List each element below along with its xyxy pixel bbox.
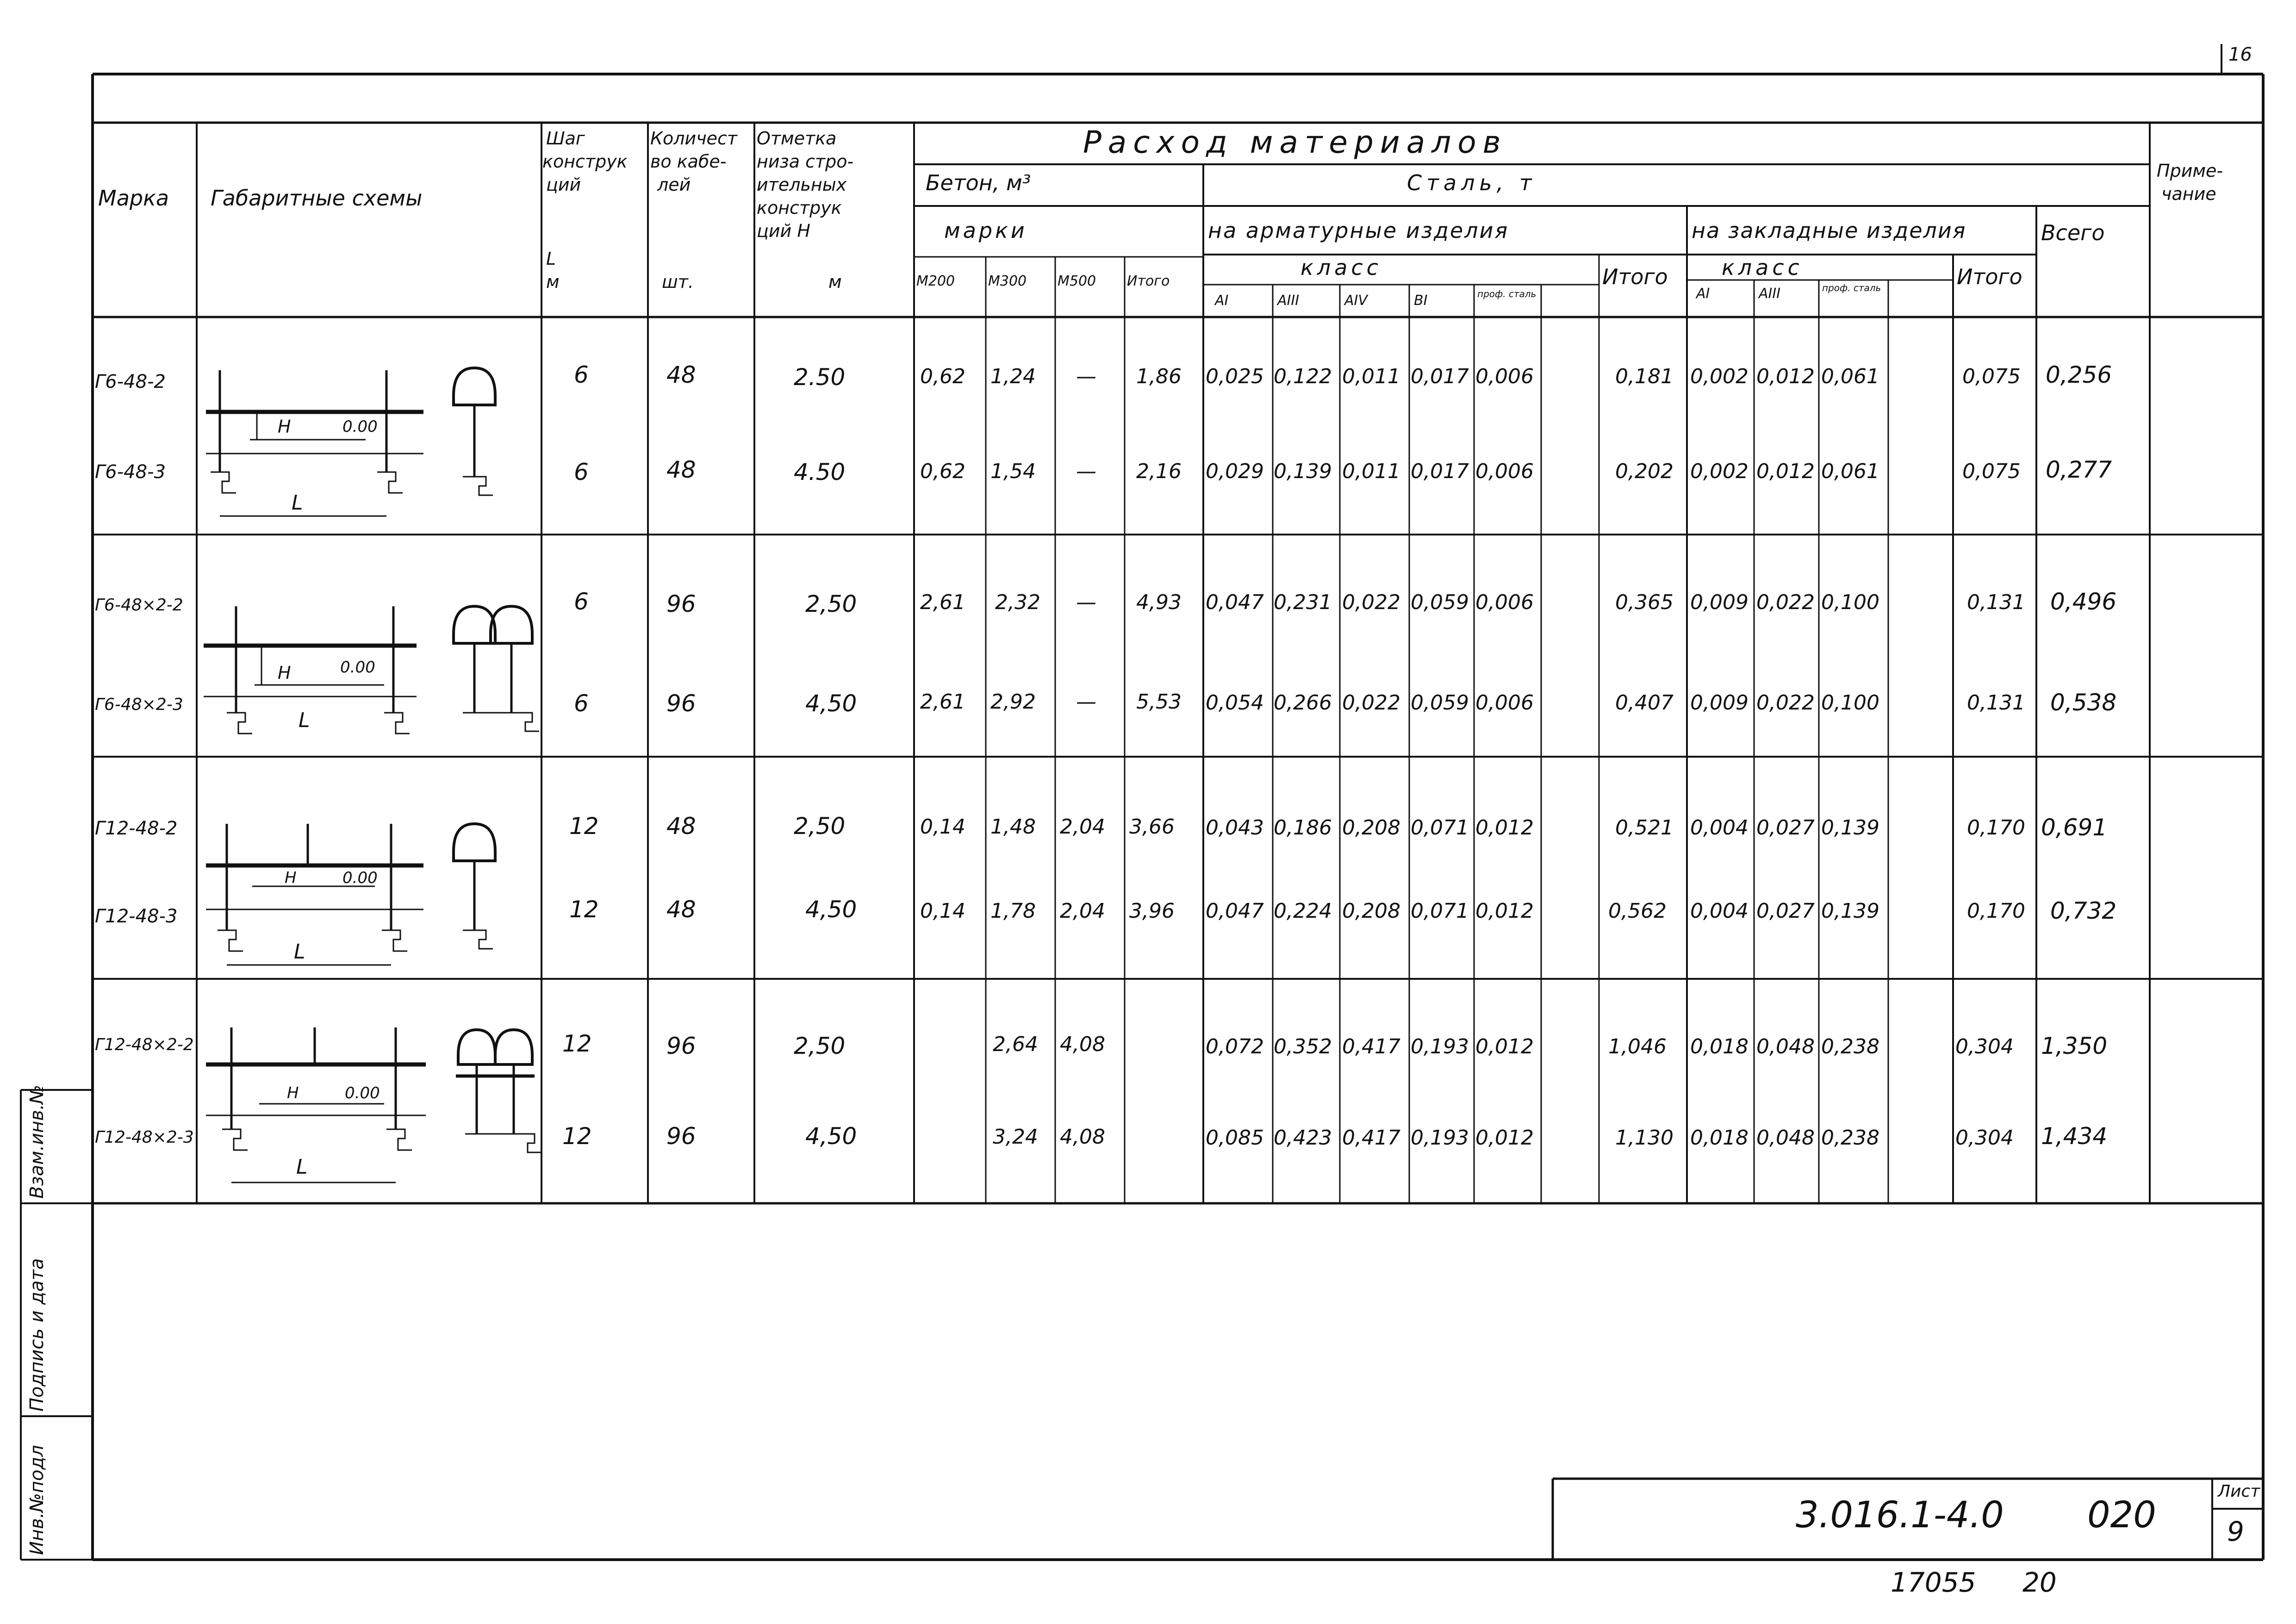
row-arm-a3: 0,266 <box>1274 691 1332 715</box>
col-shag-line4: L <box>546 249 556 269</box>
row-shag: 6 <box>574 459 589 485</box>
scheme2-l-label: L <box>299 709 310 732</box>
row-zakl-total: 0,170 <box>1967 816 2025 840</box>
col-otmetka-line6: м <box>828 272 842 292</box>
row-arm-a1: 0,043 <box>1206 816 1264 840</box>
row-count: 96 <box>666 1033 696 1059</box>
row-zakl-prof: 0,139 <box>1821 899 1879 923</box>
scheme-g12-double <box>206 1027 541 1182</box>
scheme1-l-label: L <box>292 491 303 515</box>
row-beton-total: 3,66 <box>1129 815 1175 839</box>
marki-header: марки <box>944 218 1027 243</box>
row-shag: 6 <box>574 361 589 388</box>
vsego-header: Всего <box>2041 220 2105 245</box>
row-marka: Г12-48×2-2 <box>95 1035 194 1054</box>
col-m200: М200 <box>916 273 955 289</box>
row-m500: 4,08 <box>1060 1033 1105 1056</box>
row-vsego: 0,256 <box>2046 361 2112 388</box>
col-shag-line3: ций <box>546 174 581 195</box>
bottom-page-number: 20 <box>2022 1567 2057 1598</box>
doc-suffix: 020 <box>2087 1494 2156 1536</box>
scheme1-zero-label: 0.00 <box>342 417 378 436</box>
row-m300: 2,92 <box>990 690 1036 714</box>
col-otmetka-line5: ций H <box>757 221 810 241</box>
row-zakl-a3: 0,012 <box>1756 365 1815 388</box>
row-arm-a4: 0,011 <box>1342 460 1400 483</box>
sheet-label: Лист <box>2218 1482 2260 1501</box>
col-arm-a1: AI <box>1215 292 1229 309</box>
row-arm-prof: 0,006 <box>1475 591 1534 614</box>
col-shag-line2: конструк <box>542 151 628 172</box>
row-arm-a3: 0,186 <box>1274 816 1332 840</box>
row-count: 96 <box>666 1123 696 1150</box>
row-m500: — <box>1076 460 1096 483</box>
row-m200: 0,62 <box>920 365 965 388</box>
row-arm-total: 0,521 <box>1615 816 1674 840</box>
col-beton-total: Итого <box>1127 273 1170 289</box>
col-marka-header: Марка <box>98 186 169 211</box>
row-arm-total: 1,046 <box>1608 1035 1667 1058</box>
row-vsego: 0,732 <box>2050 897 2117 924</box>
col-arm-b1: BI <box>1414 292 1428 309</box>
col-arm-total: Итого <box>1602 264 1668 289</box>
col-m300: М300 <box>988 273 1027 289</box>
col-arm-a4: AIV <box>1344 292 1368 309</box>
row-marka: Г6-48×2-3 <box>95 695 183 714</box>
row-arm-prof: 0,012 <box>1475 899 1534 923</box>
row-m300: 2,32 <box>995 591 1040 614</box>
scheme2-h-label: H <box>278 663 291 683</box>
row-zakl-a1: 0,004 <box>1690 899 1748 923</box>
row-zakl-a3: 0,022 <box>1756 691 1815 715</box>
row-otm: 2.50 <box>794 364 846 391</box>
row-vsego: 0,496 <box>2050 588 2117 615</box>
row-arm-prof: 0,006 <box>1475 460 1534 483</box>
stamp-inv-podl: Инв.№подл <box>26 1445 48 1555</box>
row-zakl-total: 0,131 <box>1967 591 2025 614</box>
scheme2-zero-label: 0.00 <box>340 658 375 677</box>
row-arm-a3: 0,122 <box>1274 365 1332 388</box>
row-zakl-prof: 0,139 <box>1821 816 1879 840</box>
row-arm-a1: 0,054 <box>1206 691 1264 715</box>
scheme-g6-single <box>206 368 495 516</box>
row-arm-a1: 0,029 <box>1206 460 1264 483</box>
row-m300: 1,24 <box>990 365 1036 388</box>
row-arm-a1: 0,085 <box>1206 1126 1264 1150</box>
row-shag: 12 <box>569 813 599 840</box>
row-beton-total: 3,96 <box>1129 899 1175 923</box>
row-zakl-prof: 0,238 <box>1821 1126 1879 1150</box>
row-count: 48 <box>666 361 696 388</box>
row-zakl-a3: 0,012 <box>1756 460 1815 483</box>
row-arm-a3: 0,231 <box>1274 591 1332 614</box>
col-otmetka-line2: низа стро- <box>757 151 854 172</box>
row-arm-a1: 0,025 <box>1206 365 1264 388</box>
col-otmetka-line4: конструк <box>757 198 842 218</box>
scheme3-zero-label: 0.00 <box>342 869 378 887</box>
row-vsego: 1,434 <box>2041 1123 2108 1150</box>
row-arm-a3: 0,139 <box>1274 460 1332 483</box>
row-arm-total: 0,181 <box>1615 365 1674 388</box>
zakl-header: на закладные изделия <box>1692 218 1966 243</box>
col-shag-line1: Шаг <box>546 128 585 149</box>
row-marka: Г6-48-2 <box>95 371 166 392</box>
row-arm-a3: 0,423 <box>1274 1126 1332 1150</box>
row-arm-total: 1,130 <box>1615 1126 1674 1150</box>
row-beton-total: 5,53 <box>1136 690 1182 714</box>
row-count: 48 <box>666 813 696 840</box>
row-arm-prof: 0,006 <box>1475 365 1534 388</box>
stamp-signature-date: Подпись и дата <box>26 1258 48 1412</box>
col-otmetka-line3: ительных <box>757 174 847 195</box>
row-m300: 1,54 <box>990 460 1036 483</box>
row-arm-b1: 0,071 <box>1411 816 1469 840</box>
row-zakl-prof: 0,061 <box>1821 365 1879 388</box>
row-otm: 4,50 <box>805 896 857 923</box>
row-zakl-a3: 0,048 <box>1756 1126 1815 1150</box>
row-arm-total: 0,202 <box>1615 460 1674 483</box>
row-m300: 3,24 <box>993 1125 1038 1149</box>
col-shag-line5: м <box>546 272 560 292</box>
row-shag: 12 <box>569 896 599 923</box>
row-arm-total: 0,365 <box>1615 591 1674 614</box>
row-m200: 0,14 <box>920 815 965 839</box>
row-arm-a3: 0,224 <box>1274 899 1332 923</box>
arm-header: на арматурные изделия <box>1208 218 1509 243</box>
scheme4-l-label: L <box>296 1155 308 1179</box>
row-m500: 2,04 <box>1060 899 1105 923</box>
row-zakl-total: 0,131 <box>1967 691 2025 715</box>
row-zakl-a1: 0,004 <box>1690 816 1748 840</box>
row-arm-prof: 0,012 <box>1475 1035 1534 1058</box>
corner-fragment: 16 <box>2228 44 2252 65</box>
col-m500: М500 <box>1058 273 1096 289</box>
scheme3-h-label: H <box>285 869 297 887</box>
zakl-klass-header: класс <box>1722 255 1803 280</box>
row-arm-a4: 0,011 <box>1342 365 1400 388</box>
row-m300: 1,48 <box>990 815 1036 839</box>
row-zakl-a3: 0,027 <box>1756 899 1815 923</box>
col-arm-prof: проф. сталь <box>1477 288 1537 299</box>
row-arm-a1: 0,047 <box>1206 591 1264 614</box>
row-m500: — <box>1076 365 1096 388</box>
row-marka: Г12-48-2 <box>95 818 178 839</box>
row-vsego: 0,538 <box>2050 689 2117 716</box>
row-arm-a4: 0,022 <box>1342 691 1400 715</box>
row-otm: 2,50 <box>794 1033 846 1059</box>
sheet-number: 9 <box>2227 1516 2244 1547</box>
row-zakl-a1: 0,002 <box>1690 460 1748 483</box>
row-arm-a4: 0,208 <box>1342 816 1400 840</box>
row-otm: 4,50 <box>805 690 857 717</box>
row-zakl-prof: 0,100 <box>1821 591 1879 614</box>
col-zakl-a3: AIII <box>1759 286 1781 302</box>
row-arm-b1: 0,017 <box>1411 365 1469 388</box>
prim-line1: Приме- <box>2157 161 2223 181</box>
col-count-line3: лей <box>657 174 691 195</box>
row-arm-a4: 0,417 <box>1342 1035 1400 1058</box>
row-zakl-a1: 0,002 <box>1690 365 1748 388</box>
row-arm-total: 0,562 <box>1608 899 1667 923</box>
arm-klass-header: класс <box>1300 255 1382 280</box>
col-zakl-prof: проф. сталь <box>1822 282 1881 293</box>
row-arm-a4: 0,417 <box>1342 1126 1400 1150</box>
row-zakl-a1: 0,009 <box>1690 691 1748 715</box>
row-shag: 12 <box>562 1030 592 1057</box>
row-marka: Г12-48-3 <box>95 906 178 927</box>
col-count-line1: Количест <box>650 128 738 149</box>
row-arm-prof: 0,012 <box>1475 816 1534 840</box>
row-zakl-total: 0,304 <box>1955 1035 2014 1058</box>
row-zakl-a3: 0,048 <box>1756 1035 1815 1058</box>
row-arm-b1: 0,017 <box>1411 460 1469 483</box>
row-arm-a4: 0,022 <box>1342 591 1400 614</box>
row-m200: 0,14 <box>920 899 965 923</box>
row-zakl-a1: 0,009 <box>1690 591 1748 614</box>
row-arm-a4: 0,208 <box>1342 899 1400 923</box>
row-beton-total: 2,16 <box>1136 460 1182 483</box>
row-otm: 4,50 <box>805 1123 857 1150</box>
row-shag: 6 <box>574 588 589 615</box>
row-zakl-total: 0,075 <box>1962 460 2021 483</box>
scheme-g12-single <box>206 824 495 965</box>
row-count: 48 <box>666 896 696 923</box>
row-arm-total: 0,407 <box>1615 691 1674 715</box>
row-m200: 0,62 <box>920 460 965 483</box>
row-otm: 2,50 <box>805 591 857 617</box>
row-arm-a1: 0,072 <box>1206 1035 1264 1058</box>
rashod-header: Расход материалов <box>1083 124 1507 160</box>
row-arm-b1: 0,071 <box>1411 899 1469 923</box>
row-vsego: 0,277 <box>2046 456 2112 483</box>
row-zakl-a3: 0,022 <box>1756 591 1815 614</box>
row-otm: 4.50 <box>794 459 846 485</box>
scheme4-zero-label: 0.00 <box>345 1084 380 1102</box>
row-zakl-prof: 0,061 <box>1821 460 1879 483</box>
row-zakl-a1: 0,018 <box>1690 1035 1748 1058</box>
row-shag: 12 <box>562 1123 592 1150</box>
prim-line2: чание <box>2161 184 2216 204</box>
scheme1-h-label: H <box>278 417 291 437</box>
stamp-vzam-inv: Взам.инв.№ <box>26 1084 48 1199</box>
stal-header: Сталь, т <box>1407 170 1537 195</box>
row-m500: — <box>1076 591 1096 614</box>
row-count: 96 <box>666 690 696 717</box>
row-m200: 2,61 <box>920 690 965 714</box>
row-marka: Г6-48-3 <box>95 461 166 483</box>
beton-header: Бетон, м³ <box>926 170 1031 195</box>
row-m300: 2,64 <box>993 1033 1038 1056</box>
row-arm-b1: 0,193 <box>1411 1126 1469 1150</box>
row-zakl-total: 0,304 <box>1955 1126 2014 1150</box>
col-count-line2: во кабе- <box>650 151 727 172</box>
row-arm-b1: 0,059 <box>1411 691 1469 715</box>
row-vsego: 0,691 <box>2041 814 2108 841</box>
row-arm-b1: 0,193 <box>1411 1035 1469 1058</box>
row-arm-b1: 0,059 <box>1411 591 1469 614</box>
row-zakl-prof: 0,100 <box>1821 691 1879 715</box>
row-vsego: 1,350 <box>2041 1033 2108 1059</box>
col-zakl-a1: AI <box>1696 286 1710 302</box>
row-arm-a3: 0,352 <box>1274 1035 1332 1058</box>
inventory-number: 17055 <box>1891 1567 1976 1598</box>
row-m500: — <box>1076 690 1096 714</box>
row-zakl-total: 0,170 <box>1967 899 2025 923</box>
row-beton-total: 4,93 <box>1136 591 1182 614</box>
row-m200: 2,61 <box>920 591 965 614</box>
row-shag: 6 <box>574 690 589 717</box>
row-otm: 2,50 <box>794 813 846 840</box>
row-m300: 1,78 <box>990 899 1036 923</box>
col-count-line4: шт. <box>662 272 694 292</box>
col-zakl-total: Итого <box>1957 264 2022 289</box>
row-arm-a1: 0,047 <box>1206 899 1264 923</box>
row-count: 48 <box>666 456 696 483</box>
row-marka: Г12-48×2-3 <box>95 1128 194 1147</box>
row-beton-total: 1,86 <box>1136 365 1182 388</box>
scheme3-l-label: L <box>294 940 305 964</box>
row-marka: Г6-48×2-2 <box>95 596 183 615</box>
row-arm-prof: 0,012 <box>1475 1126 1534 1150</box>
doc-code: 3.016.1-4.0 <box>1796 1494 2004 1536</box>
row-zakl-a1: 0,018 <box>1690 1126 1748 1150</box>
row-m500: 4,08 <box>1060 1125 1105 1149</box>
scheme4-h-label: H <box>287 1084 299 1102</box>
row-m500: 2,04 <box>1060 815 1105 839</box>
row-zakl-a3: 0,027 <box>1756 816 1815 840</box>
col-schemes-header: Габаритные схемы <box>211 186 423 211</box>
col-arm-a3: AIII <box>1277 292 1300 309</box>
col-otmetka-line1: Отметка <box>757 128 837 149</box>
row-zakl-total: 0,075 <box>1962 365 2021 388</box>
row-zakl-prof: 0,238 <box>1821 1035 1879 1058</box>
row-arm-prof: 0,006 <box>1475 691 1534 715</box>
row-count: 96 <box>666 591 696 617</box>
